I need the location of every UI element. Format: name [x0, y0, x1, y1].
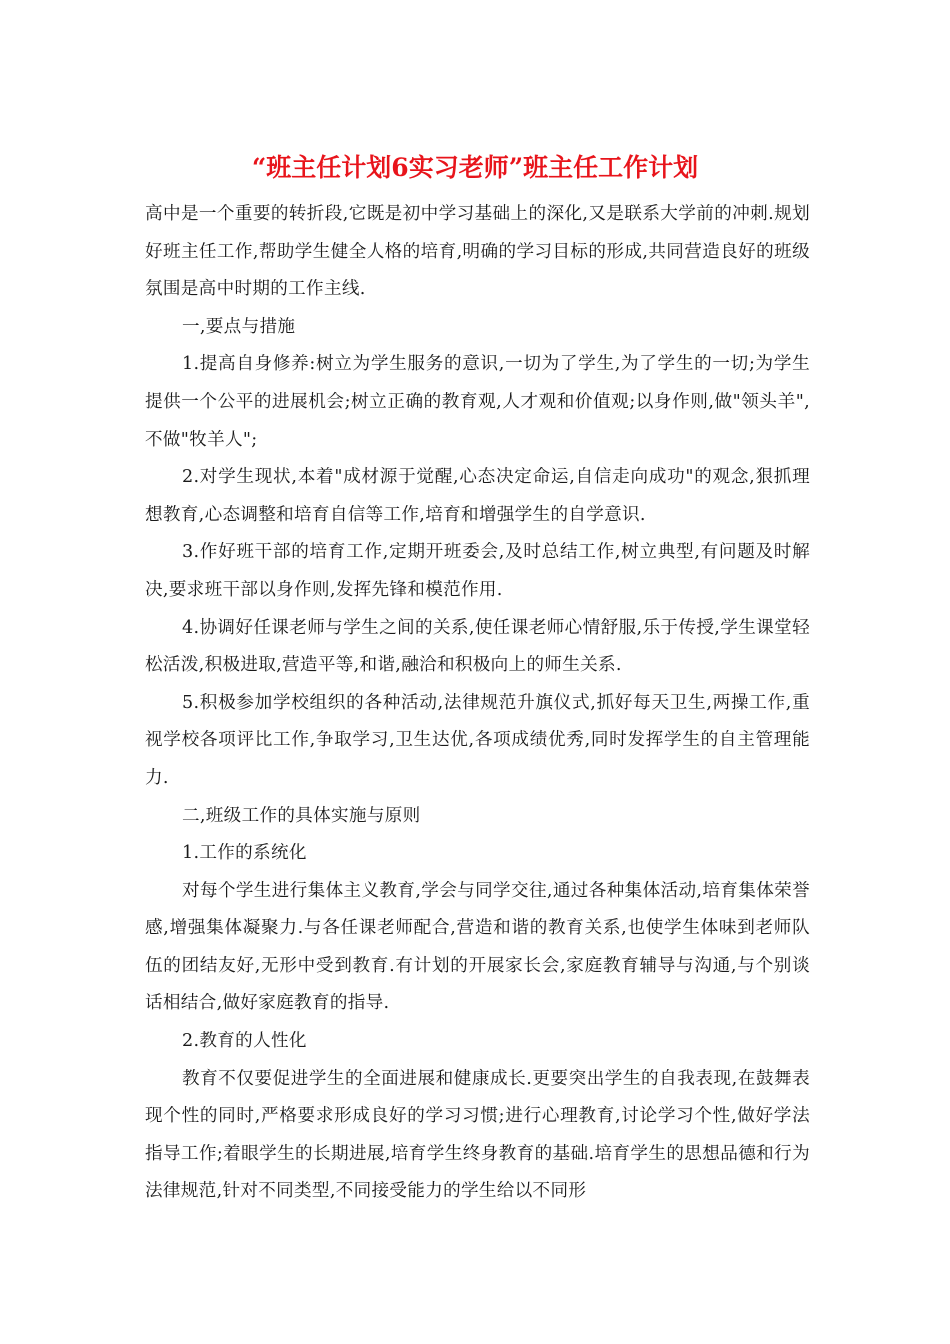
section-heading-2: 二,班级工作的具体实施与原则 [182, 805, 421, 826]
document-body [145, 196, 810, 1211]
subheading-systematization: 1.工作的系统化 [182, 843, 307, 864]
paragraph-point-3: 3.作好班干部的培育工作,定期开班委会,及时总结工作,树立典型,有问题及时解决,要求班干部以身作则,发挥先锋和模范作用. [145, 542, 810, 600]
paragraph-systematization: 对每个学生进行集体主义教育,学会与同学交往,通过各种集体活动,培育集体荣誉感,增强集体凝聚力.与各任课老师配合,营造和谐的教育关系,也使学生体味到老师队伍的团结友好,无形中受到教育.有计划的开展家长会,家庭教育辅导与沟通,与个别谈话相结合,做好家庭教育的指导. [145, 880, 810, 1014]
paragraph-point-5: 5.积极参加学校组织的各种活动,法律规范升旗仪式,抓好每天卫生,两操工作,重视学校各项评比工作,争取学习,卫生达优,各项成绩优秀,同时发挥学生的自主管理能力. [145, 692, 810, 788]
section-heading-1: 一,要点与措施 [182, 316, 296, 337]
paragraph-humanization: 教育不仅要促进学生的全面进展和健康成长.更要突出学生的自我表现,在鼓舞表现个性的同时,严格要求形成良好的学习习惯;进行心理教育,讨论学习个性,做好学法指导工作;着眼学生的长期进展,培育学生终身教育的基础.培育学生的思想品德和行为法律规范,针对不同类型,不同接受能力的学生给以不同形 [145, 1068, 810, 1202]
paragraph-point-1: 1.提高自身修养:树立为学生服务的意识,一切为了学生,为了学生的一切;为学生提供一个公平的进展机会;树立正确的教育观,人才观和价值观;以身作则,做"领头羊",不做"牧羊人"; [145, 354, 810, 450]
paragraph-point-2: 2.对学生现状,本着"成材源于觉醒,心态决定命运,自信走向成功"的观念,狠抓理想教育,心态调整和培育自信等工作,培育和增强学生的自学意识. [145, 467, 810, 525]
document-title: “班主任计划6实习老师”班主任工作计划 [251, 153, 699, 182]
paragraph-intro: 高中是一个重要的转折段,它既是初中学习基础上的深化,又是联系大学前的冲刺.规划好班主任工作,帮助学生健全人格的培育,明确的学习目标的形成,共同营造良好的班级氛围是高中时期的工作主线. [145, 204, 810, 300]
paragraph-point-4: 4.协调好任课老师与学生之间的关系,使任课老师心情舒服,乐于传授,学生课堂轻松活泼,积极进取,营造平等,和谐,融洽和积极向上的师生关系. [145, 617, 810, 676]
subheading-humanization: 2.教育的人性化 [182, 1031, 307, 1052]
